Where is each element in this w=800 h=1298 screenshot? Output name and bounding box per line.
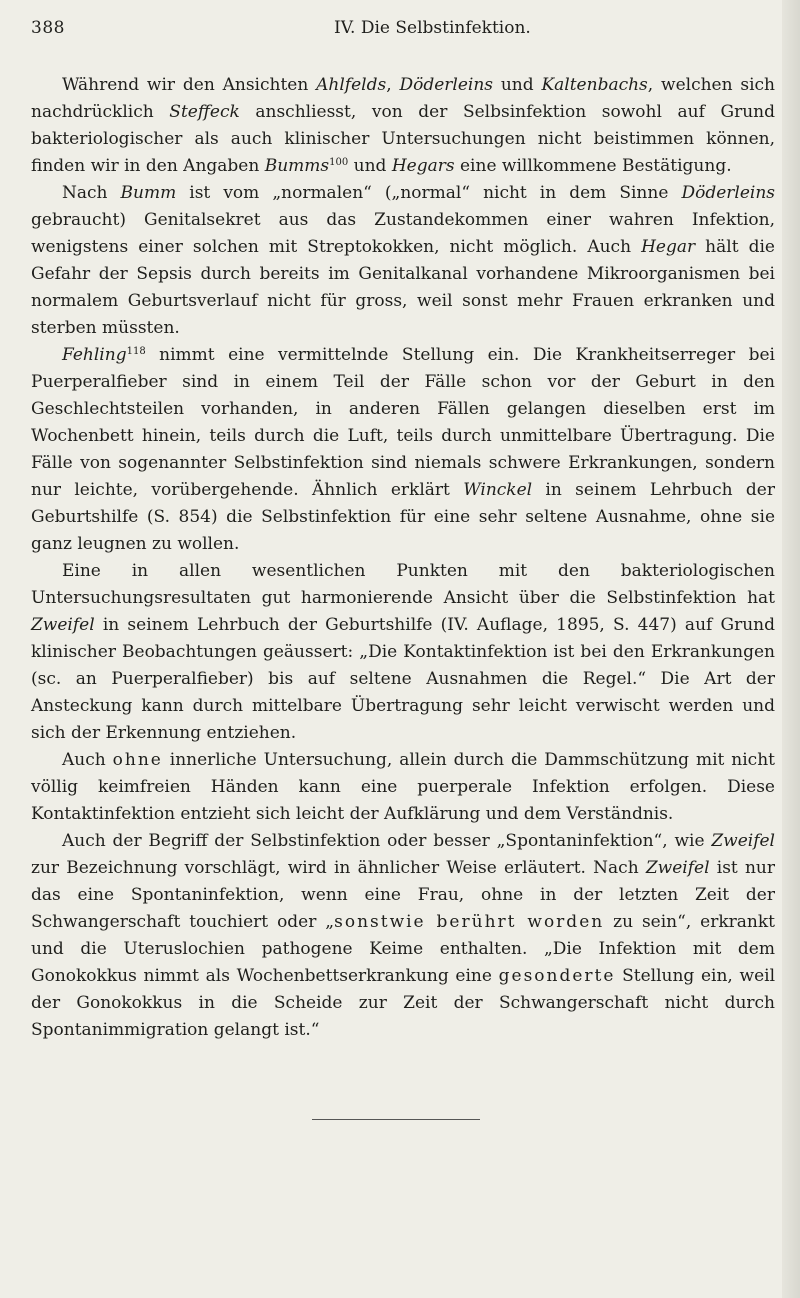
text-run: ist nur das eine Spontaninfektion, wenn eine Frau, ohne in der letzten Zeit der Schwangerschaft touchiert oder „ <box>31 858 775 932</box>
author-name: Kaltenbachs <box>541 75 648 95</box>
text-run: und <box>493 75 542 95</box>
text-run: in seinem Lehrbuch der Geburtshilfe (IV. Auflage, 1895, S. 447) auf Grund klinischer Beobachtungen geäussert: „Die Kontaktinfektion ist bei den Erkrankungen (sc. an Puerperalfieber) bis auf seltene Ausnahmen die Regel.“ Die Art der Ansteckung kann durch mittelbare Übertragung sehr leicht verwischt werden und sich der Erkennung entziehen. <box>31 615 775 743</box>
author-name: Zweifel <box>711 831 775 851</box>
spaced-emphasis: gesonderte <box>498 966 616 986</box>
author-name: Fehling <box>62 345 127 365</box>
text-run: Auch der Begriff der Selbstinfektion oder besser „Spontaninfektion“, wie <box>62 831 712 851</box>
paragraph <box>31 558 775 747</box>
author-name: Bumm <box>120 183 177 203</box>
author-name: Steffeck <box>169 102 240 122</box>
text-run: hält die Gefahr der Sepsis durch bereits im Genitalkanal vorhandene Mikroorganismen bei normalem Geburtsverlauf nicht für gross, weil sonst mehr Frauen erkranken und sterben müssten. <box>31 237 775 338</box>
text-run: gebraucht) Genitalsekret aus das Zustandekommen einer wahren Infektion, wenigstens einer solchen mit Streptokokken, nicht möglich. Auch <box>31 210 775 257</box>
text-run: , welchen sich nachdrücklich <box>31 75 776 122</box>
page-header <box>31 18 771 46</box>
text-run: Während wir den Ansichten <box>62 75 317 95</box>
page-number: 388 <box>31 18 65 38</box>
author-name: Bumms <box>264 156 330 176</box>
spaced-emphasis: ohne <box>112 750 163 770</box>
spaced-emphasis: sonstwie berührt worden <box>334 912 605 932</box>
author-name: Ahlfelds <box>316 75 387 95</box>
author-name: Döderleins <box>681 183 775 203</box>
text-run: und <box>348 156 392 176</box>
author-name: Winckel <box>463 480 533 500</box>
paragraph <box>31 747 775 828</box>
footnote-divider <box>312 1119 480 1120</box>
author-name: Zweifel <box>645 858 710 878</box>
text-run: Stellung ein, weil der Gonokokkus in die Scheide zur Zeit der Schwangerschaft nicht durch Spontanimmigration gelangt ist.“ <box>31 966 776 1040</box>
author-name: Zweifel <box>31 615 95 635</box>
paragraph <box>31 828 775 1044</box>
running-head: IV. Die Selbstinfektion. <box>334 18 531 38</box>
text-run: nimmt eine vermittelnde Stellung ein. Die Krankheitserreger bei Puerperalfieber sind in einem Teil der Fälle schon vor der Geburt in den Geschlechtsteilen vorhanden, in anderen Fällen gelangen dieselben erst im Wochenbett hinein, teils durch die Luft, teils durch unmittelbare Übertragung. Die Fälle von sogenannter Selbstinfektion sind niemals schwere Erkrankungen, sondern nur leichte, vorübergehende. Ähnlich erklärt <box>31 345 775 500</box>
text-run: zur Bezeichnung vorschlägt, wird in ähnlicher Weise erläutert. Nach <box>31 858 646 878</box>
text-run: ist vom „normalen“ („normal“ nicht in dem Sinne <box>176 183 682 203</box>
text-run: Eine in allen wesentlichen Punkten mit den bakteriologischen Untersuchungsresultaten gut harmonierende Ansicht über die Selbstinfektion hat <box>31 561 775 608</box>
author-name: Hegar <box>641 237 696 257</box>
text-run: zu sein“, erkrankt und die Uteruslochien pathogene Keime enthalten. „Die Infektion mit dem Gonokokkus nimmt als Wochenbettserkrankung eine <box>31 912 775 986</box>
reference-number: 118 <box>126 346 146 357</box>
body-text <box>31 72 775 1044</box>
text-run: in seinem Lehrbuch der Geburtshilfe (S. 854) die Selbstinfektion für eine sehr seltene Ausnahme, ohne sie ganz leugnen zu wollen. <box>31 480 775 554</box>
text-run: anschliesst, von der Selbsinfektion sowohl auf Grund bakteriologischer als auch klinischer Untersuchungen nicht beistimmen können, finden wir in den Angaben <box>31 102 775 176</box>
paragraph <box>31 342 775 558</box>
author-name: Döderleins <box>399 75 493 95</box>
paragraph <box>31 180 775 342</box>
text-run: Nach <box>62 183 121 203</box>
text-run: Auch <box>62 750 113 770</box>
text-run: , <box>386 75 400 95</box>
reference-number: 100 <box>329 157 349 168</box>
paragraph <box>31 72 775 180</box>
text-run: eine willkommene Bestätigung. <box>454 156 732 176</box>
author-name: Hegars <box>391 156 455 176</box>
page-edge-shadow <box>782 0 800 1298</box>
text-run: innerliche Untersuchung, allein durch die Dammschützung mit nicht völlig keimfreien Händen kann eine puerperale Infektion erfolgen. Diese Kontaktinfektion entzieht sich leicht der Aufklärung und dem Verständnis. <box>31 750 775 824</box>
